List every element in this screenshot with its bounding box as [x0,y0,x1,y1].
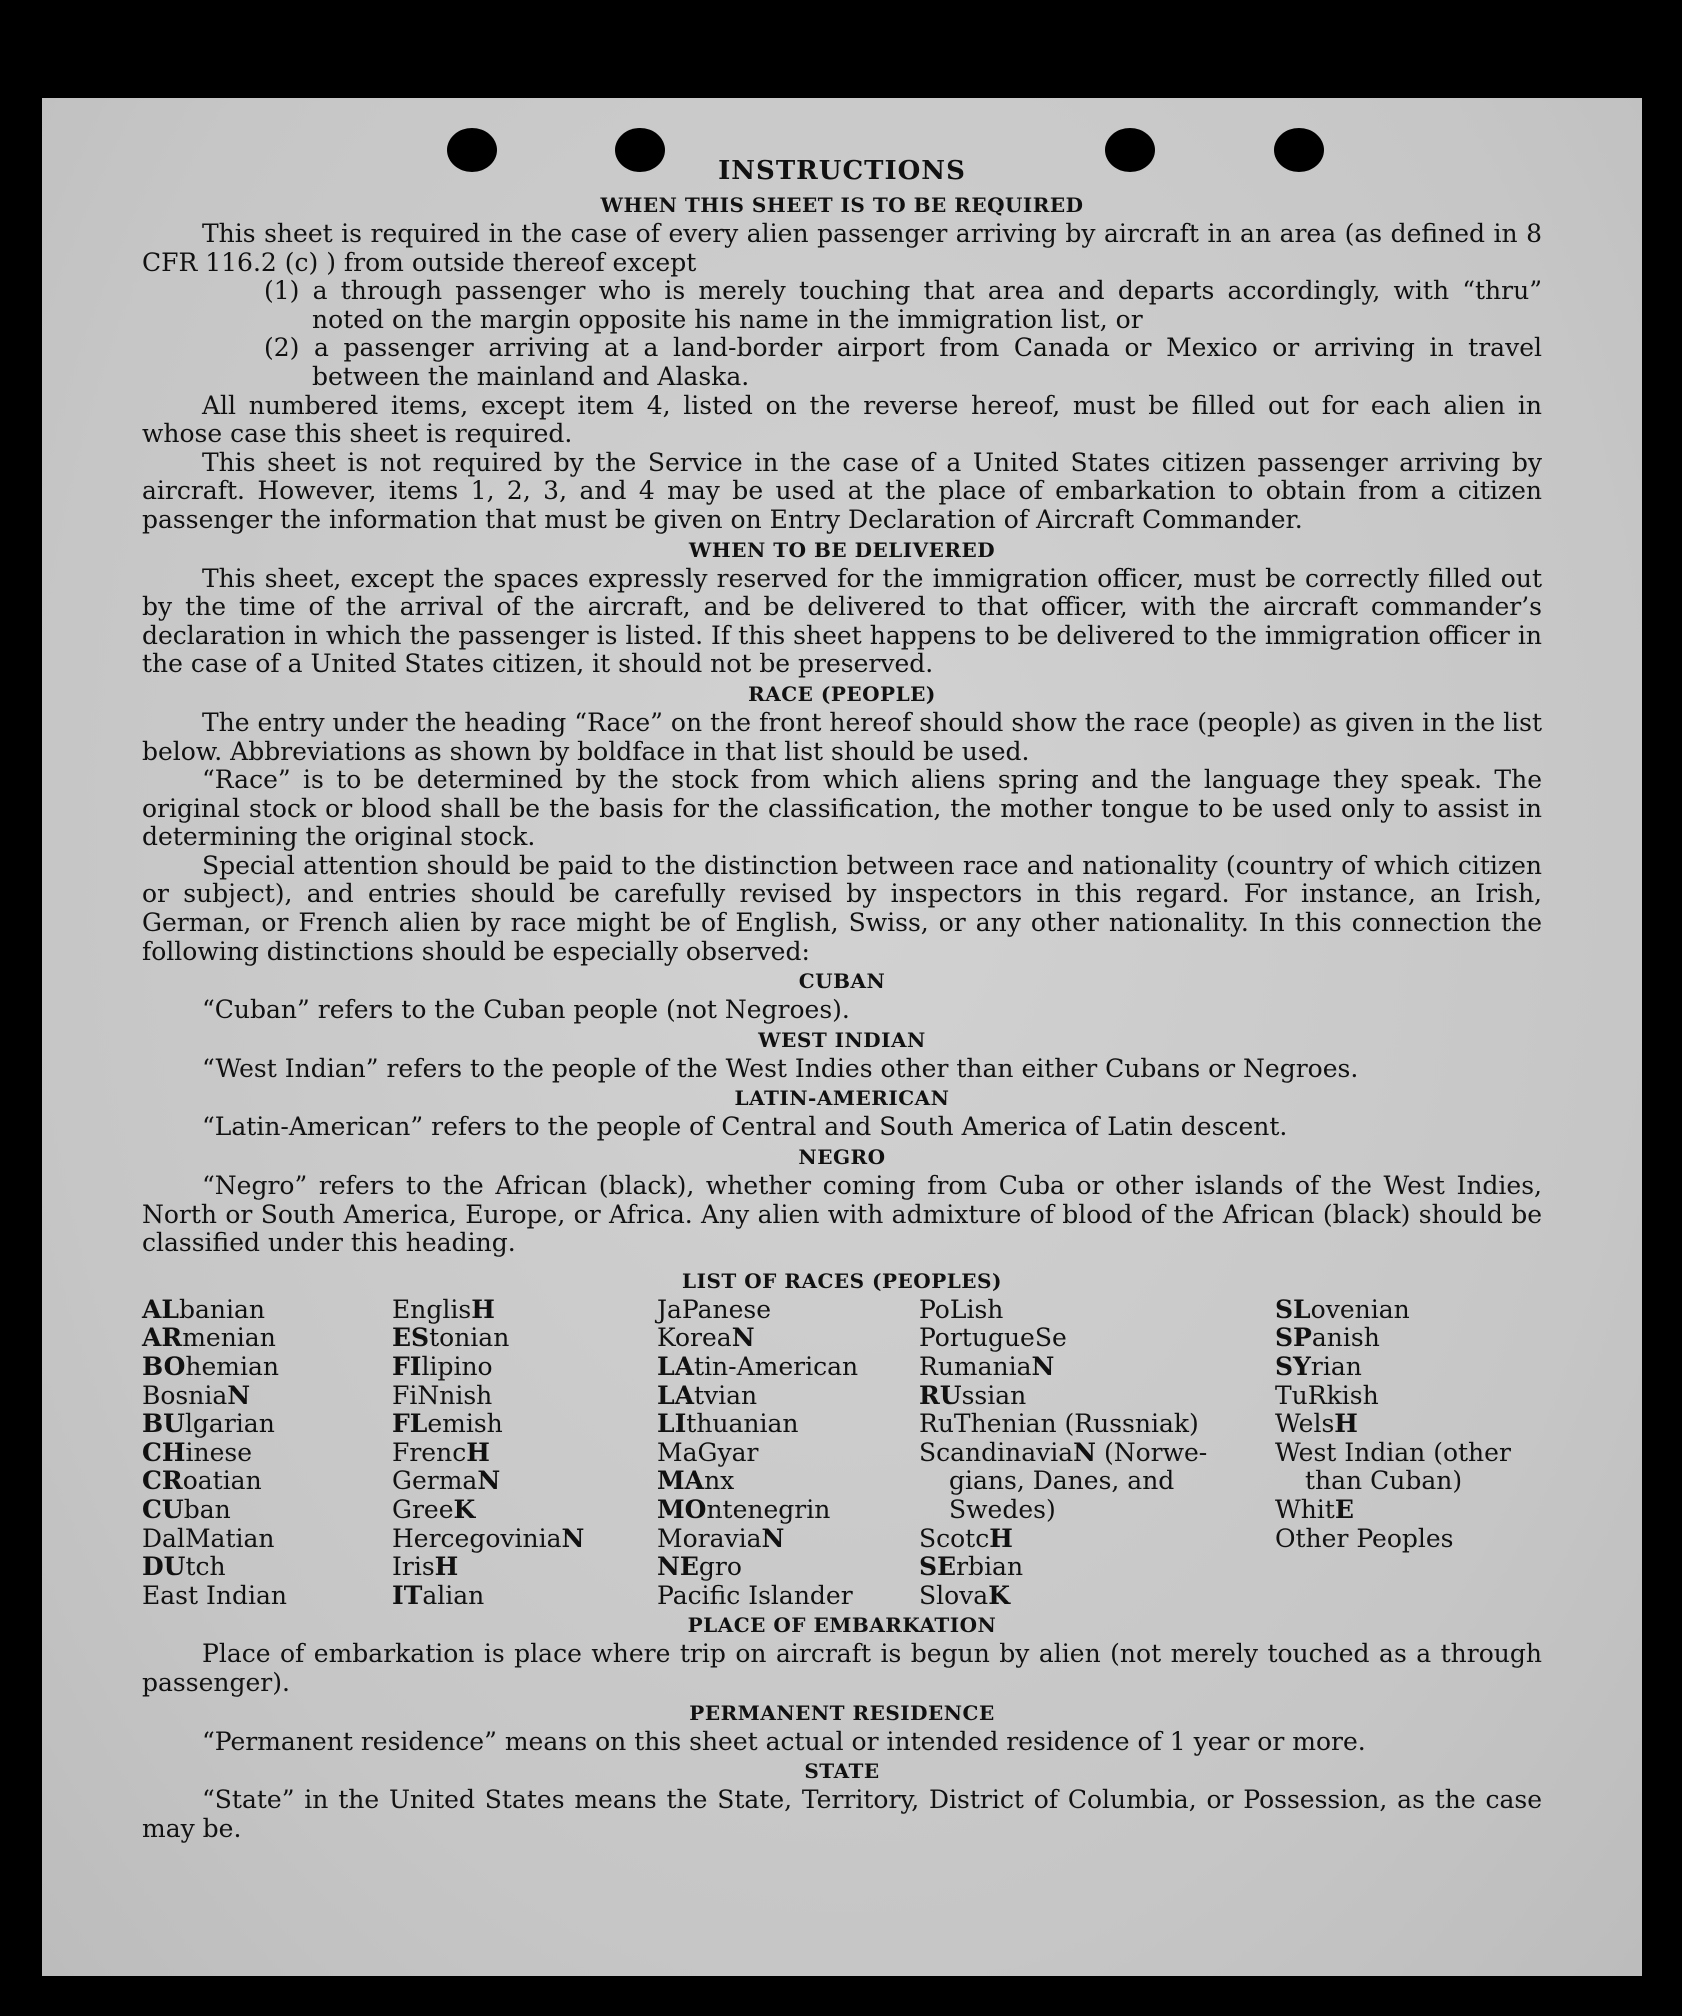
race-entry: SPanish [1275,1323,1380,1353]
race-column [142,1296,392,1611]
definition: “Latin-American” refers to the people of Central and South America of Latin descent. [202,1112,1288,1142]
race-entry: CRoatian [142,1466,262,1496]
race-column [1275,1296,1542,1611]
section-heading: NEGRO [798,1145,886,1170]
race-entry: Pacific Islander [657,1580,853,1610]
race-entry: Swedes) [949,1494,1056,1524]
race-entry: SlovaK [919,1580,1010,1610]
race-entry: FIlipino [392,1352,493,1381]
race-entry: ScotcH [919,1523,1013,1553]
race-entry: MaGyar [657,1437,759,1467]
race-entry: JaPanese [657,1294,772,1324]
paragraph: This sheet is not required by the Service in the case of a United States citizen passenger arriving by aircraft. However, items 1, 2, 3, and 4 may be used at the place of embarkation to obtain from a citizen passenger the information that must be given on Entry Declaration of Aircraft Commander. [142,447,1542,534]
document-sheet [42,98,1642,1976]
race-entry: RUssian [919,1380,1027,1410]
definition: “Negro” refers to the African (black), whether coming from Cuba or other islands of the West Indies, North or South America, Europe, or Africa. Any alien with admixture of blood of the African (black) should be classified under this heading. [142,1171,1542,1258]
section-heading: WEST INDIAN [758,1027,926,1052]
race-entry: FrencH [392,1437,490,1467]
section-heading: WHEN THIS SHEET IS TO BE REQUIRED [600,193,1084,217]
paragraph: This sheet is required in the case of every alien passenger arriving by aircraft in an area (as defined in 8 CFR 116.2 (c) ) from outside thereof except [142,219,1542,277]
paragraph: “Race” is to be determined by the stock from which aliens spring and the language they speak. The original stock or blood shall be the basis for the classification, the mother tongue to be used only to assist in determining the original stock. [142,765,1542,852]
race-list [142,1296,1542,1611]
race-entry: ARmenian [142,1323,276,1353]
section-heading: LATIN-AMERICAN [734,1086,950,1111]
race-entry: DUtch [142,1552,226,1582]
paragraph: Place of embarkation is place where trip on aircraft is begun by alien (not merely touched as a through passenger). [142,1639,1542,1697]
race-entry: TuRkish [1275,1380,1379,1410]
race-entry: SLovenian [1275,1294,1410,1324]
race-entry: gians, Danes, and [949,1466,1175,1496]
race-entry: LIthuanian [657,1409,799,1439]
race-entry: KoreaN [657,1323,755,1353]
race-entry: WelsH [1275,1409,1358,1439]
race-column [392,1296,657,1611]
section-heading: PERMANENT RESIDENCE [689,1700,995,1725]
paragraph: “State” in the United States means the State, Territory, District of Columbia, or Possession, as the case may be. [142,1785,1542,1843]
race-entry: SErbian [919,1552,1024,1582]
race-entry: MAnx [657,1466,735,1496]
race-entry: HercegoviniaN [392,1523,585,1553]
race-entry: DalMatian [142,1523,275,1553]
race-entry: West Indian (other [1275,1437,1511,1467]
race-column [919,1296,1275,1611]
definition: “West Indian” refers to the people of the West Indies other than either Cubans or Negroes. [202,1053,1359,1083]
race-entry: East Indian [142,1580,287,1610]
paragraph: The entry under the heading “Race” on the front hereof should show the race (people) as given in the list below. Abbreviations as shown by boldface in that list should be used. [142,707,1542,766]
race-entry: WhitE [1275,1494,1354,1524]
race-entry: GreeK [392,1494,476,1524]
section-heading: RACE (PEOPLE) [748,681,936,706]
paragraph: This sheet, except the spaces expressly reserved for the immigration officer, must be correctly filled out by the time of the arrival of the aircraft, and be delivered to that officer, with the aircraft commander’s declaration in which the passenger is listed. If this sheet happens to be delivered to the immigration officer in the case of a United States citizen, it should not be preserved. [142,563,1542,679]
race-entry: LAtin-American [657,1352,859,1381]
race-entry: CUban [142,1494,231,1524]
race-entry: EnglisH [392,1294,495,1324]
instructions-content [142,156,1542,1843]
race-entry: RuThenian (Russniak) [919,1409,1199,1439]
paragraph: “Permanent residence” means on this sheet actual or intended residence of 1 year or more. [202,1726,1366,1756]
paragraph: Special attention should be paid to the distinction between race and nationality (country of which citizen or subject), and entries should be carefully revised by inspectors in this regard. For instance, an Irish, German, or French alien by race might be of English, Swiss, or any other nationality. In this connection the following distinctions should be especially observed: [142,850,1542,966]
race-entry: IrisH [392,1552,459,1582]
page-title: INSTRUCTIONS [718,156,966,186]
definition: “Cuban” refers to the Cuban people (not Negroes). [202,995,850,1025]
paragraph: All numbered items, except item 4, listed on the reverse hereof, must be filled out for each alien in whose case this sheet is required. [142,390,1542,449]
race-entry: FiNnish [392,1380,493,1410]
race-entry: BosniaN [142,1380,251,1410]
section-heading: LIST OF RACES (PEOPLES) [682,1268,1002,1293]
race-entry: Other Peoples [1275,1523,1454,1553]
race-column [657,1296,919,1611]
race-entry: PortugueSe [919,1323,1067,1353]
race-entry: CHinese [142,1437,253,1467]
race-entry: GermaN [392,1466,501,1496]
race-entry: FLemish [392,1409,503,1439]
list-item: (1) a through passenger who is merely touching that area and departs accordingly, with “thru” noted on the margin opposite his name in the immigration list, or [264,276,1542,334]
race-entry: ITalian [392,1580,485,1610]
race-entry: BOhemian [142,1352,279,1381]
section-heading: STATE [804,1759,880,1784]
race-entry: MoraviaN [657,1523,785,1553]
race-entry: ALbanian [142,1294,265,1324]
section-heading: CUBAN [798,969,886,994]
race-entry: NEgro [657,1552,742,1582]
race-entry: MOntenegrin [657,1494,831,1524]
race-entry: PoLish [919,1294,1004,1324]
race-entry: SYrian [1275,1352,1362,1381]
race-entry: EStonian [392,1323,510,1353]
section-heading: PLACE OF EMBARKATION [687,1613,997,1638]
race-entry: than Cuban) [1305,1466,1463,1496]
race-entry: BUlgarian [142,1409,275,1439]
race-entry: ScandinaviaN (Norwe- [919,1437,1208,1467]
section-heading: WHEN TO BE DELIVERED [688,537,996,562]
race-entry: RumaniaN [919,1352,1055,1381]
race-entry: LAtvian [657,1380,758,1410]
list-item: (2) a passenger arriving at a land-border airport from Canada or Mexico or arriving in travel between the mainland and Alaska. [264,333,1542,391]
